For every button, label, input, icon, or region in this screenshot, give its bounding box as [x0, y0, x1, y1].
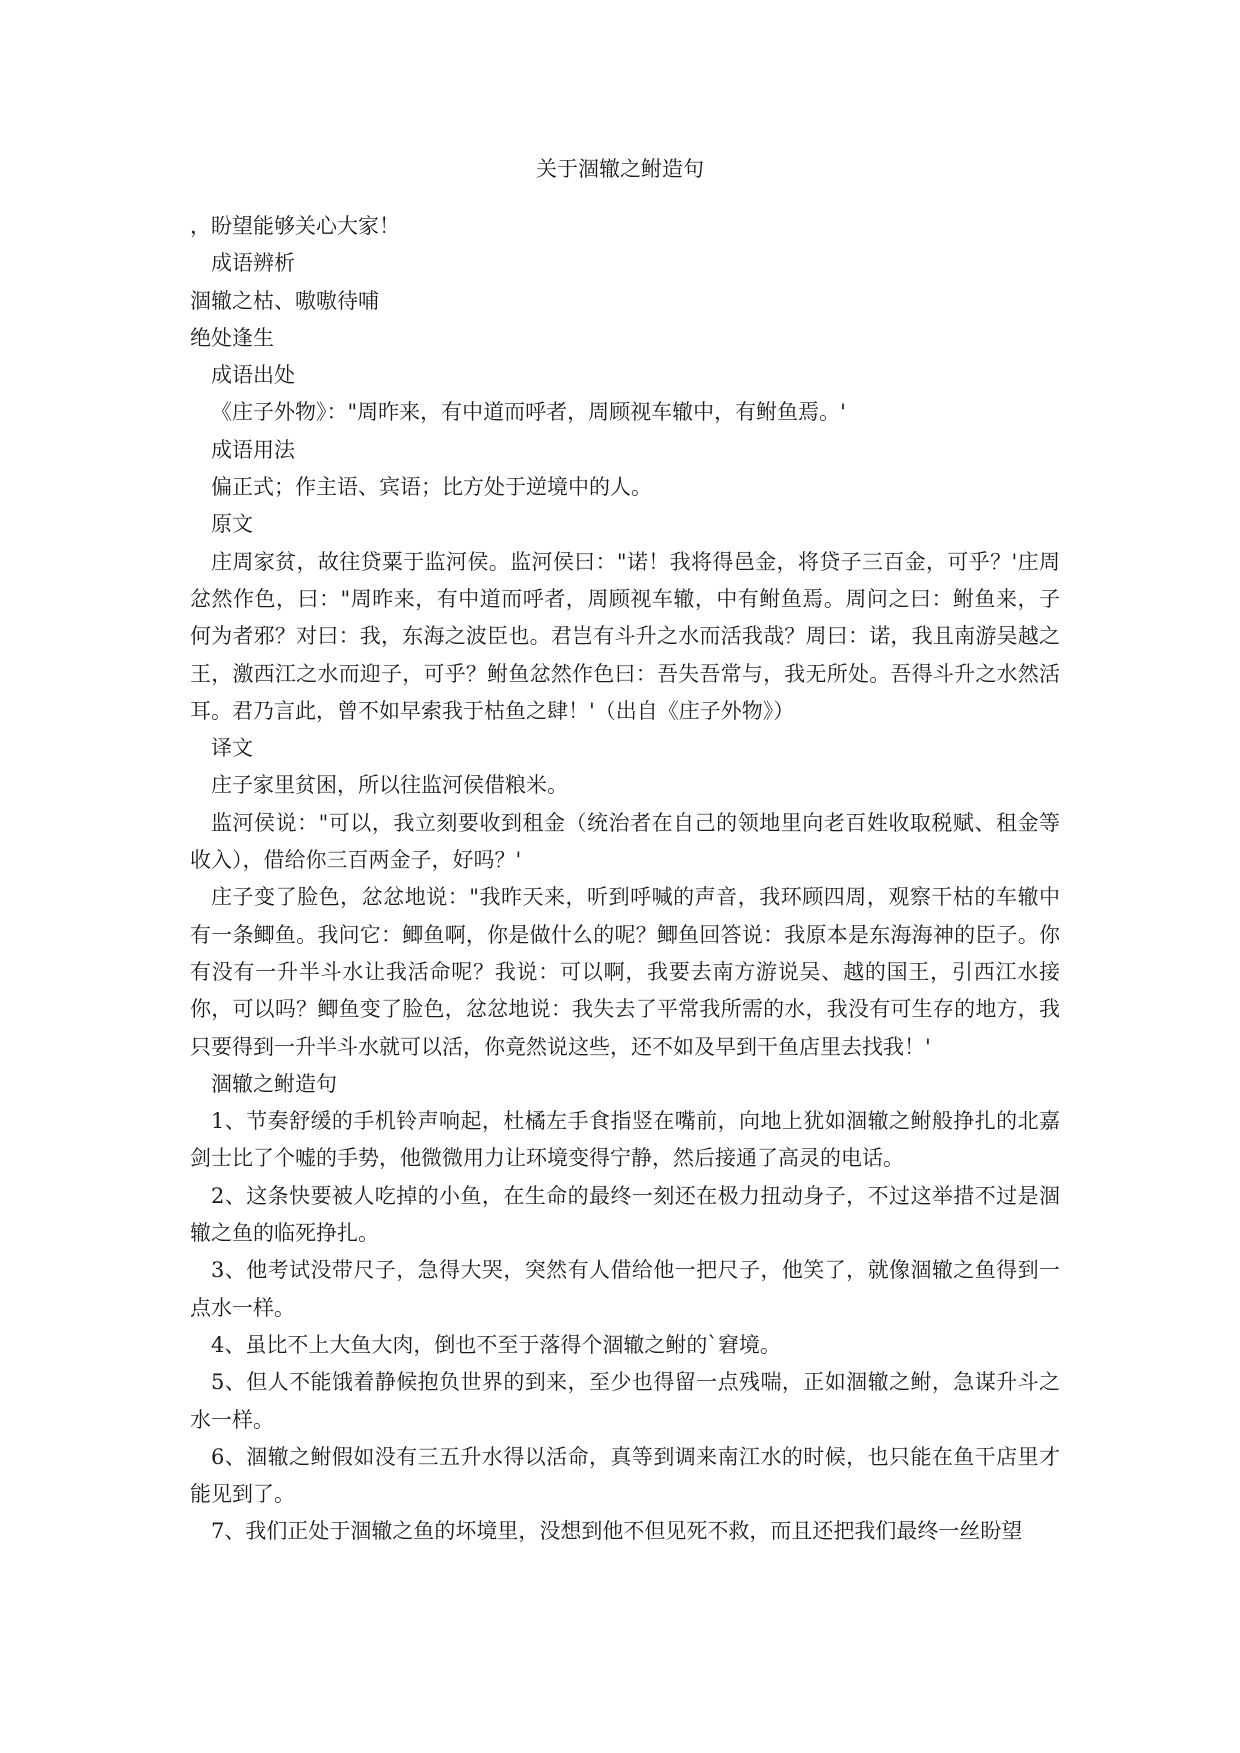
paragraph: 庄子家里贫困，所以往监河侯借粮米。 [211, 773, 568, 798]
document-body [190, 208, 1060, 1551]
paragraph: 6、涸辙之鲋假如没有三五升水得以活命，真等到调来南江水的时候，也只能在鱼干店里才能见到了。 [190, 1444, 1060, 1507]
paragraph: 涸辙之枯、嗷嗷待哺 [190, 288, 379, 313]
paragraph: 7、我们正处于涸辙之鱼的坏境里，没想到他不但见死不救，而且还把我们最终一丝盼望 [211, 1519, 1023, 1544]
paragraph: 原文 [211, 512, 253, 537]
paragraph: ，盼望能够关心大家！ [190, 214, 400, 238]
paragraph: 庄子变了脸色，忿忿地说："我昨天来，听到呼喊的声音，我环顾四周，观察干枯的车辙中有一条鲫鱼。我问它：鲫鱼啊，你是做什么的呢？鲫鱼回答说：我原本是东海海神的臣子。你有没有一升半斗水让我活命呢？我说：可以啊，我要去南方游说吴、越的国王，引西江水接你，可以吗？鲫鱼变了脸色，忿忿地说：我失去了平常我所需的水，我没有可生存的地方，我只要得到一升半斗水就可以活，你竟然说这些，还不如及早到干鱼店里去找我！' [190, 885, 1060, 1059]
paragraph: 庄周家贫，故往贷粟于监河侯。监河侯曰："诺！我将得邑金，将贷子三百金，可乎？'庄周忿然作色，曰："周昨来，有中道而呼者，周顾视车辙，中有鲋鱼焉。周问之曰：鲋鱼来，子何为者邪？对曰：我，东海之波臣也。君岂有斗升之水而活我哉？周曰：诺，我且南游吴越之王，激西江之水而迎子，可乎？鲋鱼忿然作色曰：吾失吾常与，我无所处。吾得斗升之水然活耳。君乃言此，曾不如早索我于枯鱼之肆！'（出自《庄子外物》） [190, 549, 1060, 723]
paragraph: 涸辙之鲋造句 [211, 1071, 337, 1096]
paragraph: 成语用法 [211, 437, 295, 462]
paragraph: 2、这条快要被人吃掉的小鱼，在生命的最终一刻还在极力扭动身子，不过这举措不过是涸辙之鱼的临死挣扎。 [190, 1183, 1060, 1246]
paragraph: 4、虽比不上大鱼大肉，倒也不至于落得个涸辙之鲋的`窘境。 [211, 1332, 781, 1357]
paragraph: 1、节奏舒缓的手机铃声响起，杜橘左手食指竖在嘴前，向地上犹如涸辙之鲋般挣扎的北嘉剑士比了个嘘的手势，他微微用力让环境变得宁静，然后接通了高灵的电话。 [190, 1109, 1060, 1171]
paragraph: 绝处逢生 [190, 325, 274, 350]
paragraph: 成语辨析 [211, 251, 295, 276]
paragraph: 5、但人不能饿着静候抱负世界的到来，至少也得留一点残喘，正如涸辙之鲋，急谋升斗之水一样。 [190, 1370, 1060, 1432]
paragraph: 监河侯说："可以，我立刻要收到租金（统治者在自己的领地里向老百姓收取税赋、租金等收入），借给你三百两金子，好吗？' [190, 810, 1060, 873]
paragraph: 《庄子外物》："周昨来，有中道而呼者，周顾视车辙中，有鲋鱼焉。' [211, 400, 846, 425]
paragraph: 3、他考试没带尺子，急得大哭，突然有人借给他一把尺子，他笑了，就像涸辙之鱼得到一点水一样。 [190, 1258, 1060, 1320]
document-title: 关于涸辙之鲋造句 [536, 157, 704, 181]
paragraph: 偏正式；作主语、宾语；比方处于逆境中的人。 [211, 475, 652, 500]
paragraph: 译文 [211, 736, 253, 761]
paragraph: 成语出处 [211, 363, 295, 388]
